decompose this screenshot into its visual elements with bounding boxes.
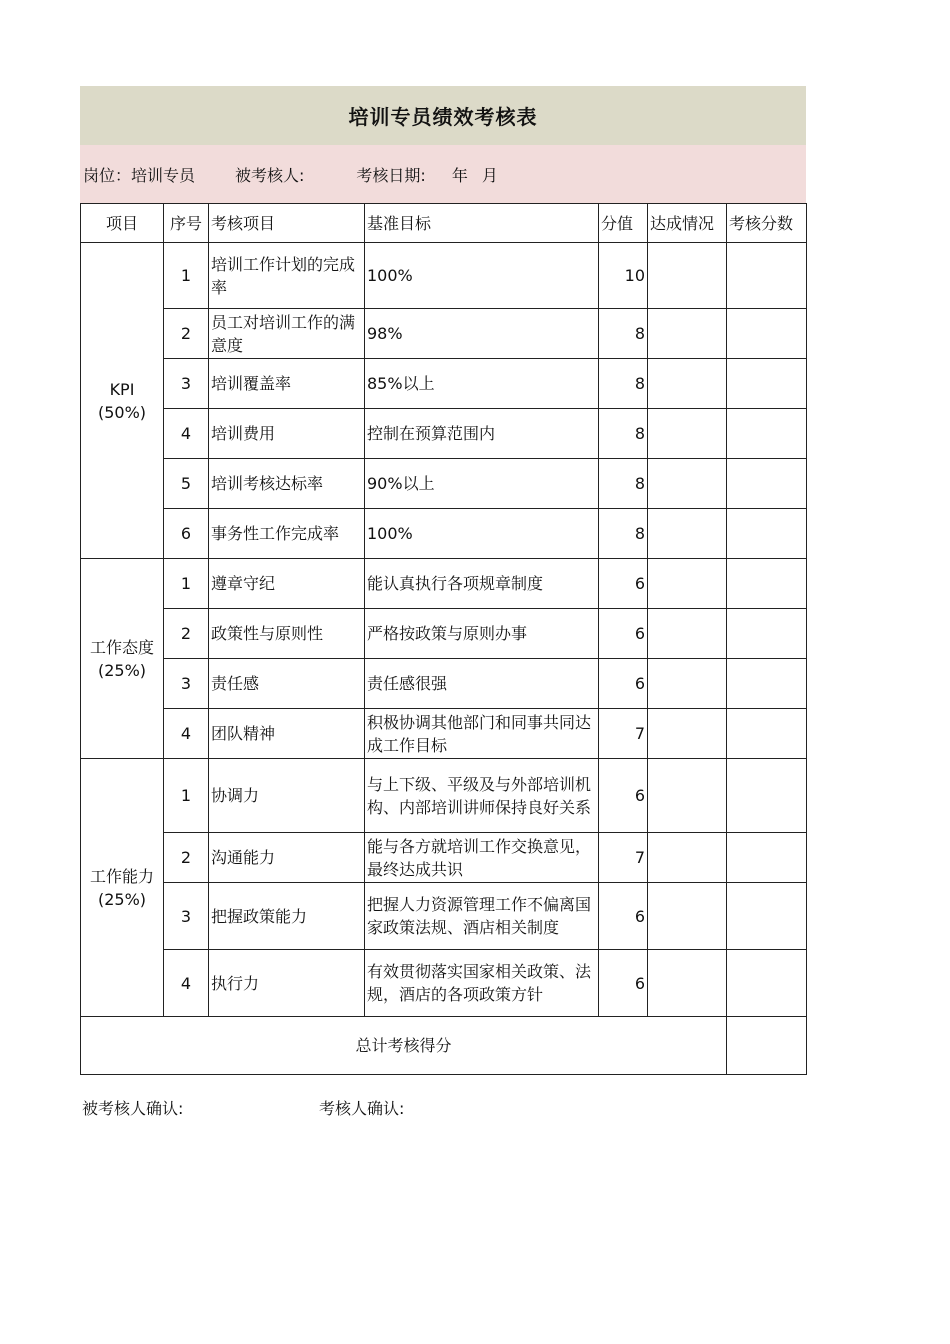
row-item: 沟通能力: [209, 833, 365, 883]
row-item: 遵章守纪: [209, 559, 365, 609]
row-achievement-cell[interactable]: [648, 709, 727, 759]
row-target: 把握人力资源管理工作不偏离国家政策法规、酒店相关制度: [365, 883, 599, 950]
row-result-cell[interactable]: [727, 509, 807, 559]
row-score: 6: [599, 883, 648, 950]
table-row: [81, 950, 807, 1017]
category-kpi: [81, 243, 164, 559]
date-label: 考核日期:: [356, 165, 426, 185]
row-achievement-cell[interactable]: [648, 659, 727, 709]
row-target: 100%: [365, 243, 599, 309]
row-item: 培训工作计划的完成率: [209, 243, 365, 309]
row-no: 2: [164, 609, 209, 659]
header-score: 分值: [599, 204, 648, 243]
row-achievement-cell[interactable]: [648, 243, 727, 309]
category-weight: (50%): [97, 402, 147, 422]
total-score-cell[interactable]: [727, 1017, 807, 1075]
year-label: 年: [451, 165, 468, 185]
row-item: 培训覆盖率: [209, 359, 365, 409]
row-score: 8: [599, 409, 648, 459]
row-target: 积极协调其他部门和同事共同达成工作目标: [365, 709, 599, 759]
category-name: 工作态度: [89, 637, 154, 657]
row-score: 7: [599, 709, 648, 759]
row-target: 90%以上: [365, 459, 599, 509]
row-result-cell[interactable]: [727, 950, 807, 1017]
header-achievement: 达成情况: [648, 204, 727, 243]
table-row: [81, 609, 807, 659]
row-score: 6: [599, 950, 648, 1017]
row-score: 8: [599, 359, 648, 409]
row-achievement-cell[interactable]: [648, 459, 727, 509]
row-target: 有效贯彻落实国家相关政策、法规，酒店的各项政策方针: [365, 950, 599, 1017]
row-achievement-cell[interactable]: [648, 559, 727, 609]
table-row: [81, 243, 807, 309]
row-target: 85%以上: [365, 359, 599, 409]
row-result-cell[interactable]: [727, 759, 807, 833]
header-row: [81, 204, 807, 243]
header-target: 基准目标: [365, 204, 599, 243]
row-result-cell[interactable]: [727, 309, 807, 359]
row-score: 7: [599, 833, 648, 883]
table-row: [81, 359, 807, 409]
category-weight: (25%): [97, 660, 147, 680]
row-item: 执行力: [209, 950, 365, 1017]
row-item: 培训费用: [209, 409, 365, 459]
row-achievement-cell[interactable]: [648, 833, 727, 883]
row-target: 责任感很强: [365, 659, 599, 709]
row-achievement-cell[interactable]: [648, 309, 727, 359]
table-row: [81, 759, 807, 833]
row-score: 8: [599, 509, 648, 559]
table-row: [81, 409, 807, 459]
row-item: 协调力: [209, 759, 365, 833]
category-ability: [81, 759, 164, 1017]
row-target: 控制在预算范围内: [365, 409, 599, 459]
assessee-confirm-label: 被考核人确认:: [82, 1099, 184, 1118]
assessee-label: 被考核人:: [235, 165, 305, 185]
row-target: 100%: [365, 509, 599, 559]
month-label: 月: [481, 165, 498, 185]
row-target: 能与各方就培训工作交换意见，最终达成共识: [365, 833, 599, 883]
row-no: 3: [164, 659, 209, 709]
row-no: 2: [164, 833, 209, 883]
row-score: 6: [599, 759, 648, 833]
category-name: 工作能力: [89, 866, 154, 886]
table-row: [81, 709, 807, 759]
header-category: 项目: [81, 204, 164, 243]
total-row: [81, 1017, 807, 1075]
table-row: [81, 509, 807, 559]
row-item: 团队精神: [209, 709, 365, 759]
row-score: 8: [599, 459, 648, 509]
row-no: 6: [164, 509, 209, 559]
total-label: 总计考核得分: [81, 1017, 727, 1075]
row-result-cell[interactable]: [727, 609, 807, 659]
row-result-cell[interactable]: [727, 659, 807, 709]
row-item: 责任感: [209, 659, 365, 709]
row-achievement-cell[interactable]: [648, 759, 727, 833]
row-result-cell[interactable]: [727, 709, 807, 759]
row-no: 3: [164, 359, 209, 409]
row-achievement-cell[interactable]: [648, 359, 727, 409]
row-achievement-cell[interactable]: [648, 609, 727, 659]
sheet-title: 培训专员绩效考核表: [80, 86, 806, 145]
table-row: [81, 559, 807, 609]
row-no: 3: [164, 883, 209, 950]
table-row: [81, 883, 807, 950]
row-score: 6: [599, 659, 648, 709]
row-item: 把握政策能力: [209, 883, 365, 950]
row-no: 5: [164, 459, 209, 509]
row-result-cell[interactable]: [727, 459, 807, 509]
row-result-cell[interactable]: [727, 243, 807, 309]
table-row: [81, 833, 807, 883]
row-no: 1: [164, 559, 209, 609]
row-item: 员工对培训工作的满意度: [209, 309, 365, 359]
category-name: KPI: [109, 379, 135, 399]
row-achievement-cell[interactable]: [648, 950, 727, 1017]
row-result-cell[interactable]: [727, 883, 807, 950]
row-target: 与上下级、平级及与外部培训机构、内部培训讲师保持良好关系: [365, 759, 599, 833]
row-target: 严格按政策与原则办事: [365, 609, 599, 659]
row-item: 事务性工作完成率: [209, 509, 365, 559]
row-result-cell[interactable]: [727, 559, 807, 609]
table-row: [81, 459, 807, 509]
row-result-cell[interactable]: [727, 833, 807, 883]
row-score: 8: [599, 309, 648, 359]
row-target: 能认真执行各项规章制度: [365, 559, 599, 609]
assessment-sheet: [80, 86, 806, 1075]
row-score: 10: [599, 243, 648, 309]
row-score: 6: [599, 609, 648, 659]
row-no: 1: [164, 759, 209, 833]
assessment-table: [80, 203, 807, 1075]
table-row: [81, 309, 807, 359]
row-result-cell[interactable]: [727, 359, 807, 409]
row-achievement-cell[interactable]: [648, 409, 727, 459]
row-target: 98%: [365, 309, 599, 359]
header-item: 考核项目: [209, 204, 365, 243]
header-no: 序号: [164, 204, 209, 243]
category-attitude: [81, 559, 164, 759]
row-score: 6: [599, 559, 648, 609]
row-achievement-cell[interactable]: [648, 883, 727, 950]
row-no: 2: [164, 309, 209, 359]
row-no: 4: [164, 709, 209, 759]
row-no: 4: [164, 409, 209, 459]
row-achievement-cell[interactable]: [648, 509, 727, 559]
category-weight: (25%): [97, 889, 147, 909]
row-result-cell[interactable]: [727, 409, 807, 459]
meta-row: [80, 145, 806, 203]
row-no: 4: [164, 950, 209, 1017]
row-no: 1: [164, 243, 209, 309]
position-label: 岗位：培训专员: [83, 165, 196, 185]
header-result: 考核分数: [727, 204, 807, 243]
row-item: 政策性与原则性: [209, 609, 365, 659]
row-item: 培训考核达标率: [209, 459, 365, 509]
table-row: [81, 659, 807, 709]
assessor-confirm-label: 考核人确认:: [319, 1099, 405, 1118]
